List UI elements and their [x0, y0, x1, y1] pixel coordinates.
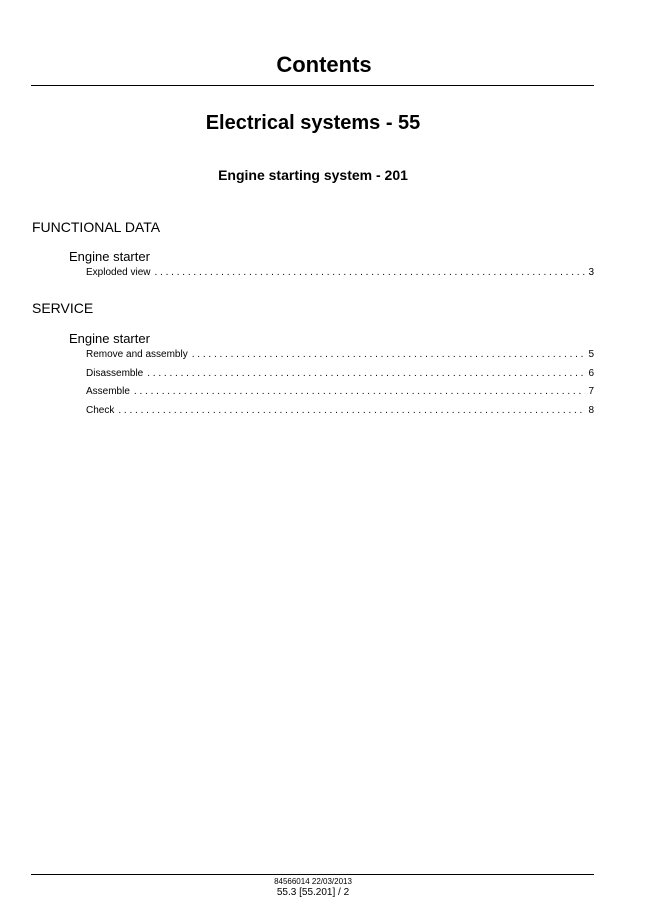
header-divider — [31, 85, 594, 86]
toc-dot-leader — [147, 366, 585, 382]
toc-entry-page: 6 — [588, 367, 594, 379]
toc-entry-assemble[interactable] — [86, 384, 594, 403]
toc-list-functional-data — [86, 265, 594, 284]
topic-heading-engine-starter: Engine starter — [69, 331, 150, 346]
toc-entry-page: 3 — [588, 267, 594, 278]
page-title: Contents — [276, 52, 372, 77]
toc-entry-label: Remove and assembly — [86, 349, 188, 360]
section-title: Electrical systems - 55 — [205, 112, 421, 134]
toc-entry-page: 8 — [588, 405, 594, 417]
toc-entry-label: Check — [86, 405, 115, 417]
toc-list-service — [86, 347, 594, 422]
toc-entry-page: 5 — [588, 349, 594, 360]
toc-entry-page: 7 — [588, 386, 594, 398]
toc-entry-remove-and-assembly[interactable] — [86, 347, 594, 366]
toc-entry-label: Assemble — [86, 386, 130, 398]
group-heading-service: SERVICE — [32, 300, 94, 316]
toc-dot-leader — [134, 384, 586, 400]
toc-dot-leader — [192, 347, 586, 363]
footer-divider — [31, 874, 594, 875]
footer-page-reference: 55.3 [55.201] / 2 — [276, 887, 350, 898]
topic-heading-engine-starter: Engine starter — [69, 249, 150, 264]
group-heading-functional-data: FUNCTIONAL DATA — [32, 219, 161, 235]
toc-entry-check[interactable] — [86, 403, 594, 422]
toc-entry-label: Disassemble — [86, 367, 144, 379]
subsection-title: Engine starting system - 201 — [218, 167, 408, 183]
toc-entry-label: Exploded view — [86, 267, 151, 278]
toc-entry-disassemble[interactable] — [86, 366, 594, 385]
toc-entry-exploded-view[interactable] — [86, 265, 594, 284]
footer-document-id: 84566014 22/03/2013 — [274, 877, 352, 886]
toc-dot-leader — [154, 265, 585, 281]
toc-dot-leader — [118, 403, 585, 419]
